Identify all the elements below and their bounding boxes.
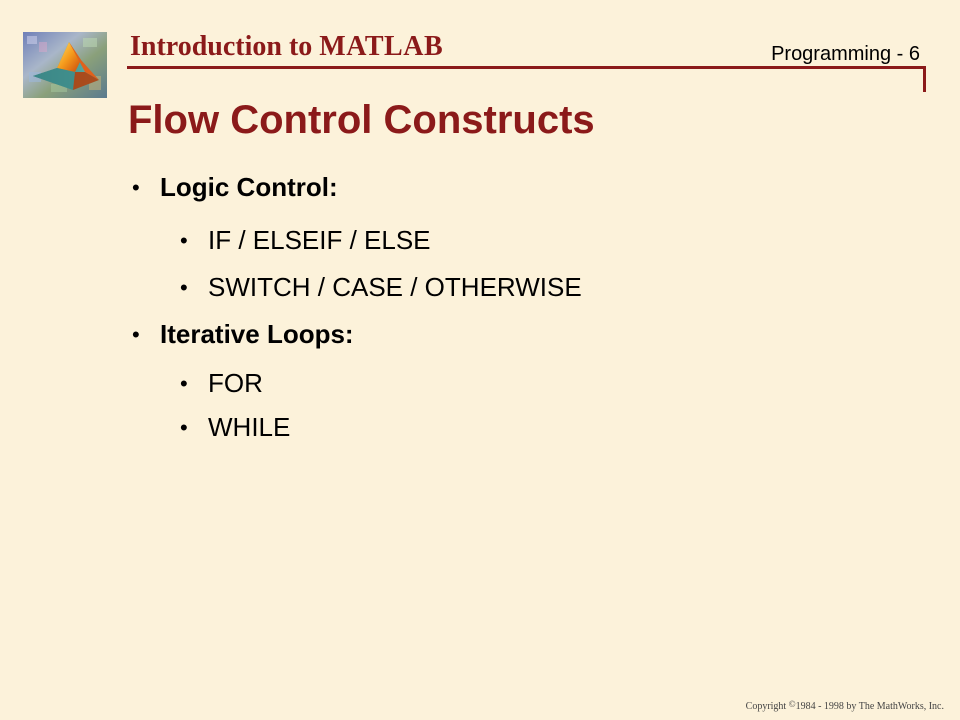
bullet-text: SWITCH / CASE / OTHERWISE bbox=[208, 272, 582, 302]
bullet-icon: • bbox=[180, 228, 188, 253]
page-label: Programming - 6 bbox=[771, 43, 920, 65]
bullet-text: FOR bbox=[208, 368, 263, 398]
bullet-text: Logic Control: bbox=[160, 172, 338, 202]
bullet-icon: • bbox=[132, 322, 140, 347]
bullet-icon: • bbox=[180, 415, 188, 440]
bullet-icon: • bbox=[132, 175, 140, 200]
header-title bbox=[130, 30, 443, 64]
header-title-matlab: MATLAB bbox=[319, 31, 444, 62]
copyright-symbol: © bbox=[788, 699, 796, 709]
bullet-text: IF / ELSEIF / ELSE bbox=[208, 225, 431, 255]
bullet-text: WHILE bbox=[208, 412, 291, 442]
copyright-notice bbox=[746, 699, 944, 712]
copyright-suffix: 1984 - 1998 by The MathWorks, Inc. bbox=[795, 701, 944, 712]
matlab-logo-icon bbox=[23, 32, 107, 98]
header-divider bbox=[127, 66, 926, 69]
header-divider-end bbox=[923, 66, 926, 92]
bullet-text: Iterative Loops: bbox=[160, 319, 354, 349]
bullet-icon: • bbox=[180, 371, 188, 396]
bullet-icon: • bbox=[180, 275, 188, 300]
copyright-prefix: Copyright bbox=[745, 701, 789, 712]
header-title-prefix: Introduction to bbox=[130, 31, 320, 62]
slide-title: Flow Control Constructs bbox=[128, 98, 595, 142]
